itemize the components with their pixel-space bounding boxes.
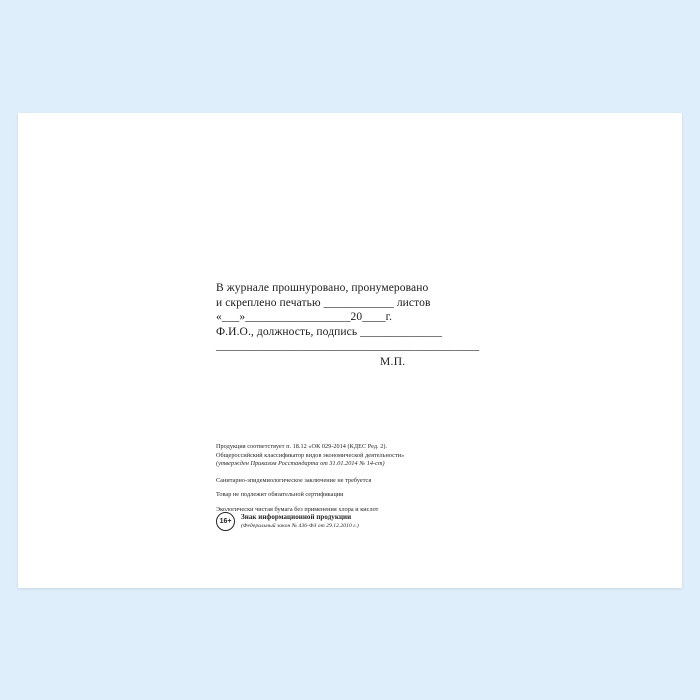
- certification-line-1: В журнале прошнуровано, пронумеровано: [216, 282, 429, 294]
- age-rating-text: [241, 513, 359, 530]
- age-rating-row: [216, 512, 359, 531]
- age-rating-subtitle: (Федеральный закон № 436-ФЗ от 29.12.2010 г.): [241, 523, 359, 529]
- product-classification-line-2: Общероссийский классификатор видов экономической деятельности»: [216, 451, 405, 459]
- certification-block: [216, 281, 516, 354]
- certification-note: Товар не подлежит обязательной сертификации: [216, 491, 344, 499]
- stamp-place-label: М.П.: [380, 356, 406, 368]
- certification-line-5: _____________________________________________: [216, 340, 480, 352]
- age-rating-title: Знак информационной продукции: [241, 513, 352, 521]
- legal-spacer-1: [216, 469, 536, 477]
- certification-line-2: и скреплено печатью ____________ листов: [216, 296, 431, 309]
- document-page: [18, 113, 682, 588]
- page-content: [18, 113, 682, 588]
- sanitary-note: Санитарно-эпидемиологическое заключение не требуется: [216, 476, 372, 484]
- product-classification-line-3: (утвержден Приказом Росстандарта от 31.01.2014 № 14-ст): [216, 460, 385, 468]
- legal-block: [216, 443, 536, 515]
- age-rating-icon: 16+: [216, 512, 235, 531]
- eco-paper-note: Экологически чистая бумага без применения хлора и кислот: [216, 505, 379, 513]
- certification-line-4: Ф.И.О., должность, подпись ______________: [216, 325, 443, 338]
- product-classification-line-1: Продукция соответствует п. 18.12 «ОК 029-2014 (КДЕС Ред. 2).: [216, 443, 388, 450]
- certification-line-3: «___»__________________20____г.: [216, 311, 393, 323]
